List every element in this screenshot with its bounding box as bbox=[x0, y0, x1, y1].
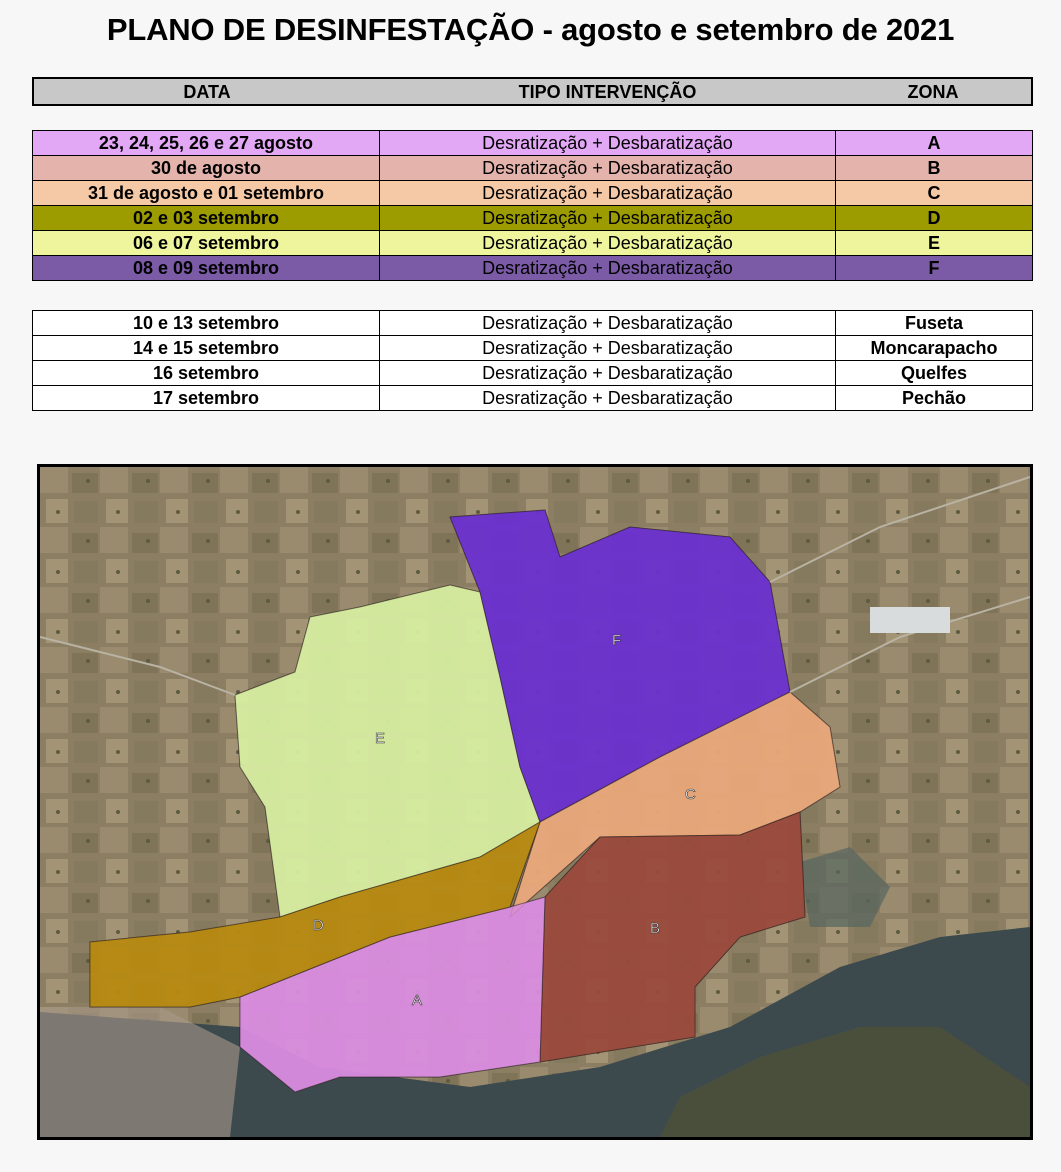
industrial-buildings bbox=[870, 607, 950, 633]
zone-row bbox=[33, 206, 1033, 231]
zone-cell: E bbox=[836, 231, 1033, 256]
zone-cell: A bbox=[836, 131, 1033, 156]
header-zone: ZONA bbox=[835, 78, 1032, 105]
zone-row bbox=[33, 231, 1033, 256]
type-cell: Desratização + Desbaratização bbox=[380, 156, 836, 181]
zone-cell: B bbox=[836, 156, 1033, 181]
schedule-header bbox=[32, 77, 1033, 106]
locality-row bbox=[33, 361, 1033, 386]
date-cell: 16 setembro bbox=[33, 361, 380, 386]
zone-f-label: F bbox=[612, 632, 622, 649]
type-cell: Desratização + Desbaratização bbox=[380, 181, 836, 206]
zone-cell: D bbox=[836, 206, 1033, 231]
date-cell: 10 e 13 setembro bbox=[33, 311, 380, 336]
header-type: TIPO INTERVENÇÃO bbox=[380, 78, 835, 105]
page-title: PLANO DE DESINFESTAÇÃO - agosto e setembro de 2021 bbox=[106, 12, 955, 47]
zone-cell: Pechão bbox=[836, 386, 1033, 411]
header-date: DATA bbox=[33, 78, 380, 105]
zone-cell: Moncarapacho bbox=[836, 336, 1033, 361]
zone-row bbox=[33, 181, 1033, 206]
date-cell: 14 e 15 setembro bbox=[33, 336, 380, 361]
date-cell: 23, 24, 25, 26 e 27 agosto bbox=[33, 131, 380, 156]
zone-d-label: D bbox=[313, 917, 324, 934]
zone-b-label: B bbox=[650, 920, 661, 937]
zone-c-label: C bbox=[685, 786, 696, 803]
zone-row bbox=[33, 256, 1033, 281]
date-cell: 06 e 07 setembro bbox=[33, 231, 380, 256]
locality-schedule-table bbox=[32, 310, 1033, 411]
type-cell: Desratização + Desbaratização bbox=[380, 131, 836, 156]
type-cell: Desratização + Desbaratização bbox=[380, 336, 836, 361]
locality-row bbox=[33, 311, 1033, 336]
date-cell: 17 setembro bbox=[33, 386, 380, 411]
zone-cell: Fuseta bbox=[836, 311, 1033, 336]
type-cell: Desratização + Desbaratização bbox=[380, 361, 836, 386]
zone-cell: F bbox=[836, 256, 1033, 281]
zone-a-label: A bbox=[412, 992, 423, 1009]
locality-row bbox=[33, 336, 1033, 361]
zone-cell: C bbox=[836, 181, 1033, 206]
type-cell: Desratização + Desbaratização bbox=[380, 311, 836, 336]
zone-row bbox=[33, 131, 1033, 156]
type-cell: Desratização + Desbaratização bbox=[380, 231, 836, 256]
zone-e-label: E bbox=[375, 730, 386, 747]
type-cell: Desratização + Desbaratização bbox=[380, 206, 836, 231]
zone-map-svg bbox=[40, 467, 1030, 1137]
zone-cell: Quelfes bbox=[836, 361, 1033, 386]
type-cell: Desratização + Desbaratização bbox=[380, 386, 836, 411]
locality-row bbox=[33, 386, 1033, 411]
date-cell: 30 de agosto bbox=[33, 156, 380, 181]
type-cell: Desratização + Desbaratização bbox=[380, 256, 836, 281]
zone-map bbox=[37, 464, 1033, 1140]
zone-row bbox=[33, 156, 1033, 181]
date-cell: 31 de agosto e 01 setembro bbox=[33, 181, 380, 206]
date-cell: 08 e 09 setembro bbox=[33, 256, 380, 281]
date-cell: 02 e 03 setembro bbox=[33, 206, 380, 231]
zone-schedule-table bbox=[32, 130, 1033, 281]
